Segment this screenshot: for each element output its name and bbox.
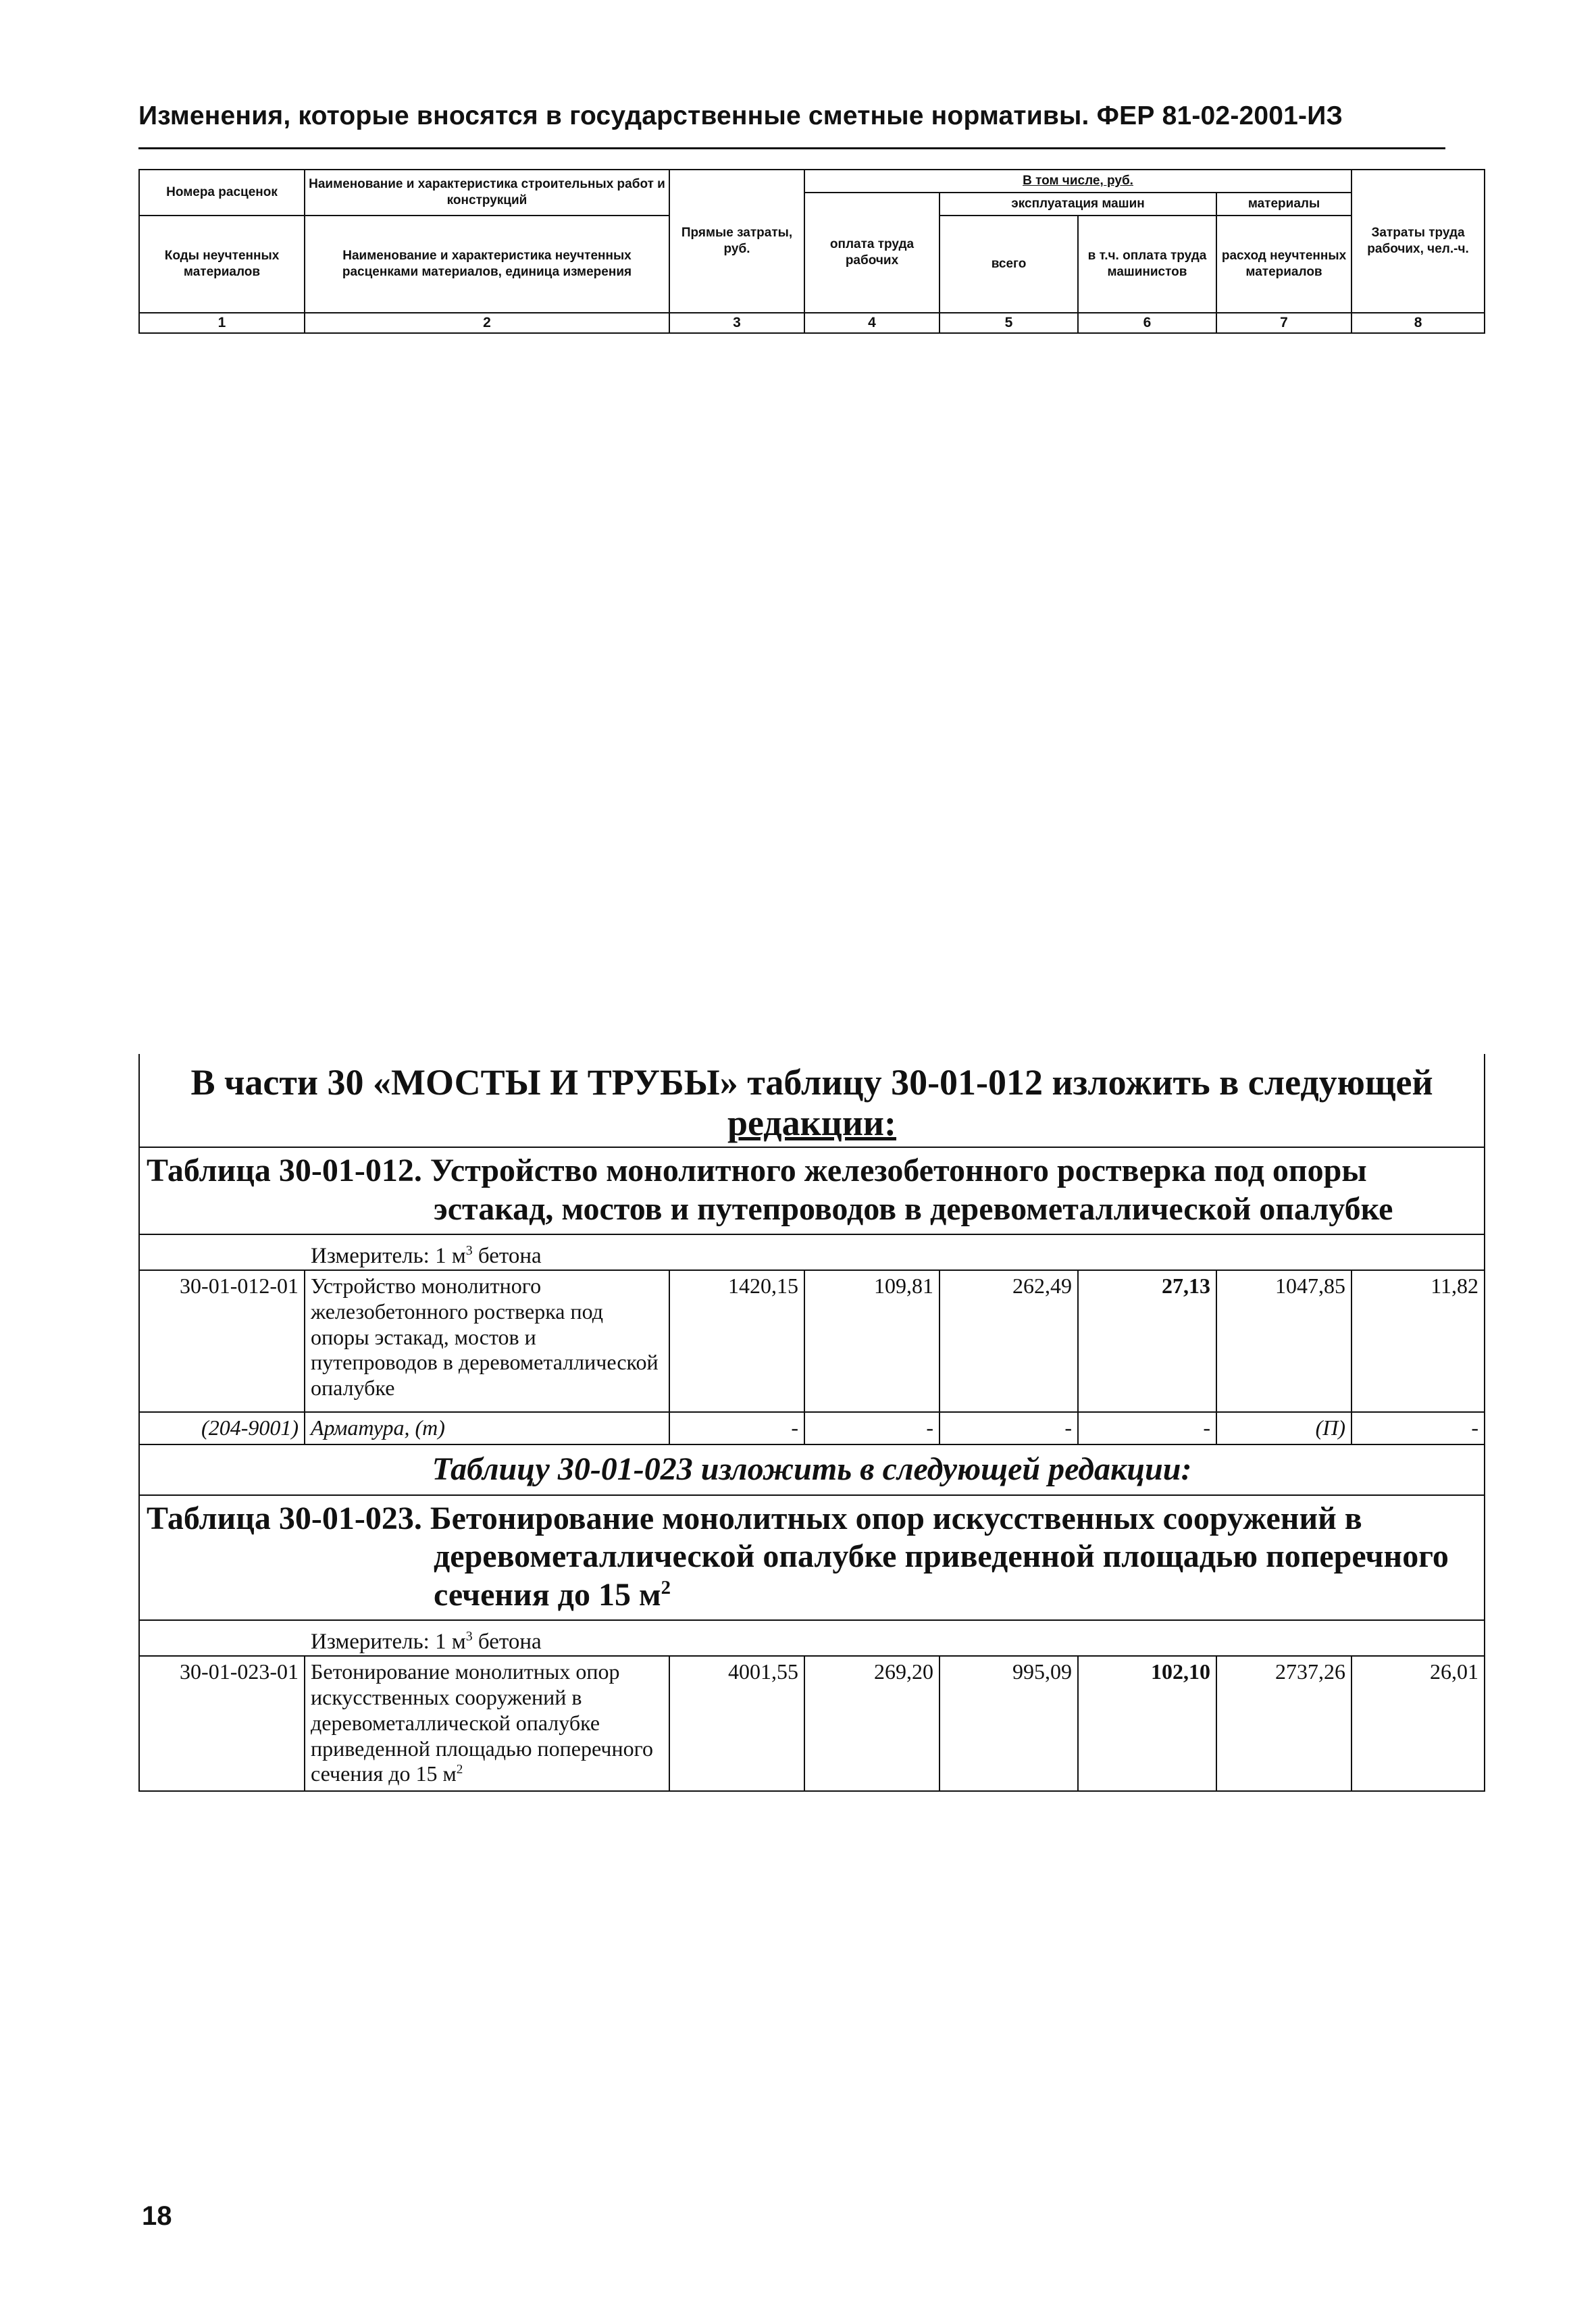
header-machinist-pay: в т.ч. оплата труда машинистов [1078,216,1216,313]
table2-title-text: Бетонирование монолитных опор искусственных сооружений в [430,1500,1362,1536]
value-machinist-pay: 102,10 [1078,1656,1216,1791]
rate-name-text: Бетонирование монолитных опор искусственных сооружений в деревометаллической опалубке приведенной площадью поперечного сечения до 15 м [311,1659,653,1786]
table1-meter-row [139,1234,1485,1270]
table1-title-text2: эстакад, мостов и путепроводов в деревометаллической опалубке [434,1190,1393,1227]
meter-sup: 3 [465,1243,473,1259]
col-number: 3 [669,313,804,333]
table1-title-lead: Таблица 30-01-012. [147,1152,422,1188]
page-header: Изменения, которые вносятся в государственные сметные нормативы. ФЕР 81-02-2001-ИЗ [138,101,1343,130]
norms-table [138,1054,1485,1792]
value-direct-costs: 4001,55 [669,1656,804,1791]
value-machinist-pay: 27,13 [1078,1270,1216,1412]
section-title-line1: В части 30 «МОСТЫ И ТРУБЫ» таблицу 30-01-012 изложить в следующей [190,1062,1433,1103]
header-machines-group: эксплуатация машин [939,193,1216,216]
header-material-names: Наименование и характеристика неучтенных расценками материалов, единица измерения [305,216,669,313]
meter-sup: 3 [465,1629,473,1644]
table2-title-text3 [147,1576,1477,1615]
header-work-name: Наименование и характеристика строительных работ и конструкций [305,170,669,216]
section-title-line2: редакции: [727,1103,897,1144]
col-number: 2 [305,313,669,333]
material-value: - [939,1412,1078,1444]
column-header-table [138,169,1485,334]
value-materials: 2737,26 [1216,1656,1352,1791]
table-row [139,1270,1485,1412]
meter-prefix: Измеритель: 1 м [311,1630,466,1655]
value-machines-total: 262,49 [939,1270,1078,1412]
header-direct-costs: Прямые затраты, руб. [669,170,804,313]
table1-title-text: Устройство монолитного железобетонного ростверка под опоры [430,1152,1367,1188]
header-material-codes: Коды неучтенных материалов [139,216,305,313]
material-code: (204-9001) [139,1412,305,1444]
table2-meter-row [139,1620,1485,1656]
table1-meter [139,1234,1485,1270]
header-materials-group: материалы [1216,193,1352,216]
col-number: 7 [1216,313,1352,333]
header-worker-pay: оплата труда рабочих [804,193,939,313]
meter-prefix: Измеритель: 1 м [311,1244,466,1269]
col-number: 4 [804,313,939,333]
header-material-consumption: расход неучтенных материалов [1216,216,1352,313]
section-title [139,1054,1485,1147]
meter-suffix: бетона [472,1630,542,1655]
value-worker-pay: 269,20 [804,1656,939,1791]
header-machines-total: всего [939,216,1078,313]
rate-code: 30-01-023-01 [139,1656,305,1791]
material-value: - [669,1412,804,1444]
header-labor-costs: Затраты труда рабочих, чел.-ч. [1352,170,1485,313]
header-rate-numbers: Номера расценок [139,170,305,216]
table1-title [139,1147,1485,1234]
value-direct-costs: 1420,15 [669,1270,804,1412]
value-labor-costs: 26,01 [1352,1656,1485,1791]
page-number: 18 [142,2201,172,2231]
value-labor-costs: 11,82 [1352,1270,1485,1412]
table2-title-lead: Таблица 30-01-023. [147,1500,422,1536]
instruction-row [139,1444,1485,1495]
table2-title-row [139,1495,1485,1621]
table2-title-text3-main: сечения до 15 м [434,1576,661,1613]
table2-title-text2: деревометаллической опалубке приведенной площадью поперечного [434,1538,1449,1575]
col-number: 1 [139,313,305,333]
col-number: 5 [939,313,1078,333]
section-title-row [139,1054,1485,1147]
material-row [139,1412,1485,1444]
rate-name [305,1656,669,1791]
material-name: Арматура, (т) [305,1412,669,1444]
material-value: - [1078,1412,1216,1444]
table2-title [139,1495,1485,1621]
col-number: 6 [1078,313,1216,333]
header-rule [138,147,1445,149]
header-including-label: В том числе, руб. [1023,173,1133,188]
rate-name-sup: 2 [456,1762,463,1777]
material-value: - [804,1412,939,1444]
meter-suffix: бетона [472,1244,542,1269]
value-materials: 1047,85 [1216,1270,1352,1412]
table1-title-row [139,1147,1485,1234]
material-value: - [1352,1412,1485,1444]
rate-name: Устройство монолитного железобетонного ростверка под опоры эстакад, мостов и путепроводов в деревометаллической опалубке [305,1270,669,1412]
table2-title-sup: 2 [661,1576,671,1599]
italic-instruction: Таблицу 30-01-023 изложить в следующей редакции: [139,1444,1485,1495]
table-row [139,1656,1485,1791]
rate-code: 30-01-012-01 [139,1270,305,1412]
table2-meter [139,1620,1485,1656]
col-number: 8 [1352,313,1485,333]
header-including-group [804,170,1352,193]
value-machines-total: 995,09 [939,1656,1078,1791]
material-unit-marker: (П) [1216,1412,1352,1444]
value-worker-pay: 109,81 [804,1270,939,1412]
